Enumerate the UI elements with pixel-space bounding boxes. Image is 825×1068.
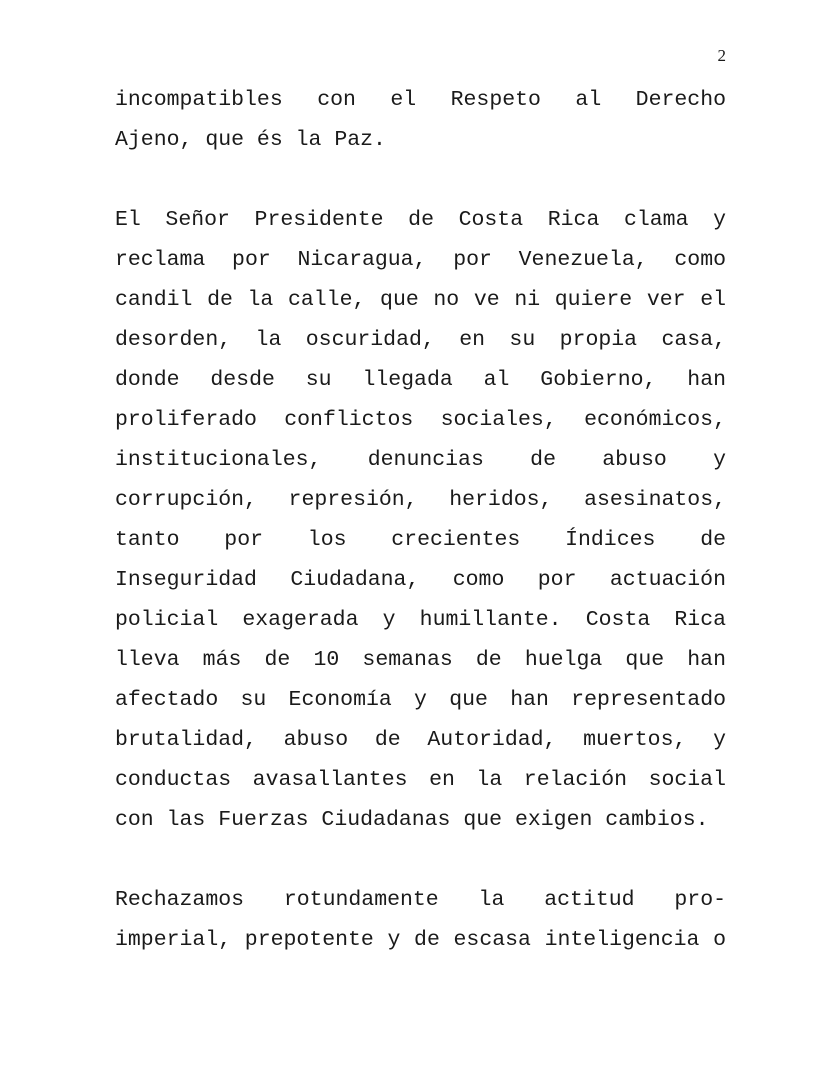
paragraph-1	[115, 80, 726, 160]
paragraph-line: desorden, la oscuridad, en su propia casa,	[115, 328, 726, 352]
paragraph-line: proliferado conflictos sociales, económicos,	[115, 408, 726, 432]
paragraph-line: reclama por Nicaragua, por Venezuela, como	[115, 248, 726, 272]
paragraph-line: tanto por los crecientes Índices de	[115, 528, 726, 552]
paragraph-line: policial exagerada y humillante. Costa Rica	[115, 608, 726, 632]
paragraph-line: Rechazamos rotundamente la actitud pro-	[115, 888, 726, 912]
paragraph-line: imperial, prepotente y de escasa inteligencia o	[115, 928, 726, 952]
page-number: 2	[717, 46, 726, 65]
paragraph-line: lleva más de 10 semanas de huelga que han	[115, 648, 726, 672]
paragraph-line: conductas avasallantes en la relación social	[115, 768, 726, 792]
paragraph-3	[115, 880, 726, 960]
paragraph-line: candil de la calle, que no ve ni quiere ver el	[115, 288, 726, 312]
paragraph-2	[115, 200, 726, 840]
paragraph-line: corrupción, represión, heridos, asesinatos,	[115, 488, 726, 512]
paragraph-line: institucionales, denuncias de abuso y	[115, 448, 726, 472]
paragraph-line: afectado su Economía y que han representado	[115, 688, 726, 712]
paragraph-line: Inseguridad Ciudadana, como por actuación	[115, 568, 726, 592]
paragraph-line: brutalidad, abuso de Autoridad, muertos, y	[115, 728, 726, 752]
paragraph-line: incompatibles con el Respeto al Derecho	[115, 88, 726, 112]
paragraph-line: con las Fuerzas Ciudadanas que exigen cambios.	[115, 808, 709, 832]
paragraph-line: donde desde su llegada al Gobierno, han	[115, 368, 726, 392]
paragraph-line: El Señor Presidente de Costa Rica clama y	[115, 208, 726, 232]
paragraph-line: Ajeno, que és la Paz.	[115, 128, 386, 152]
